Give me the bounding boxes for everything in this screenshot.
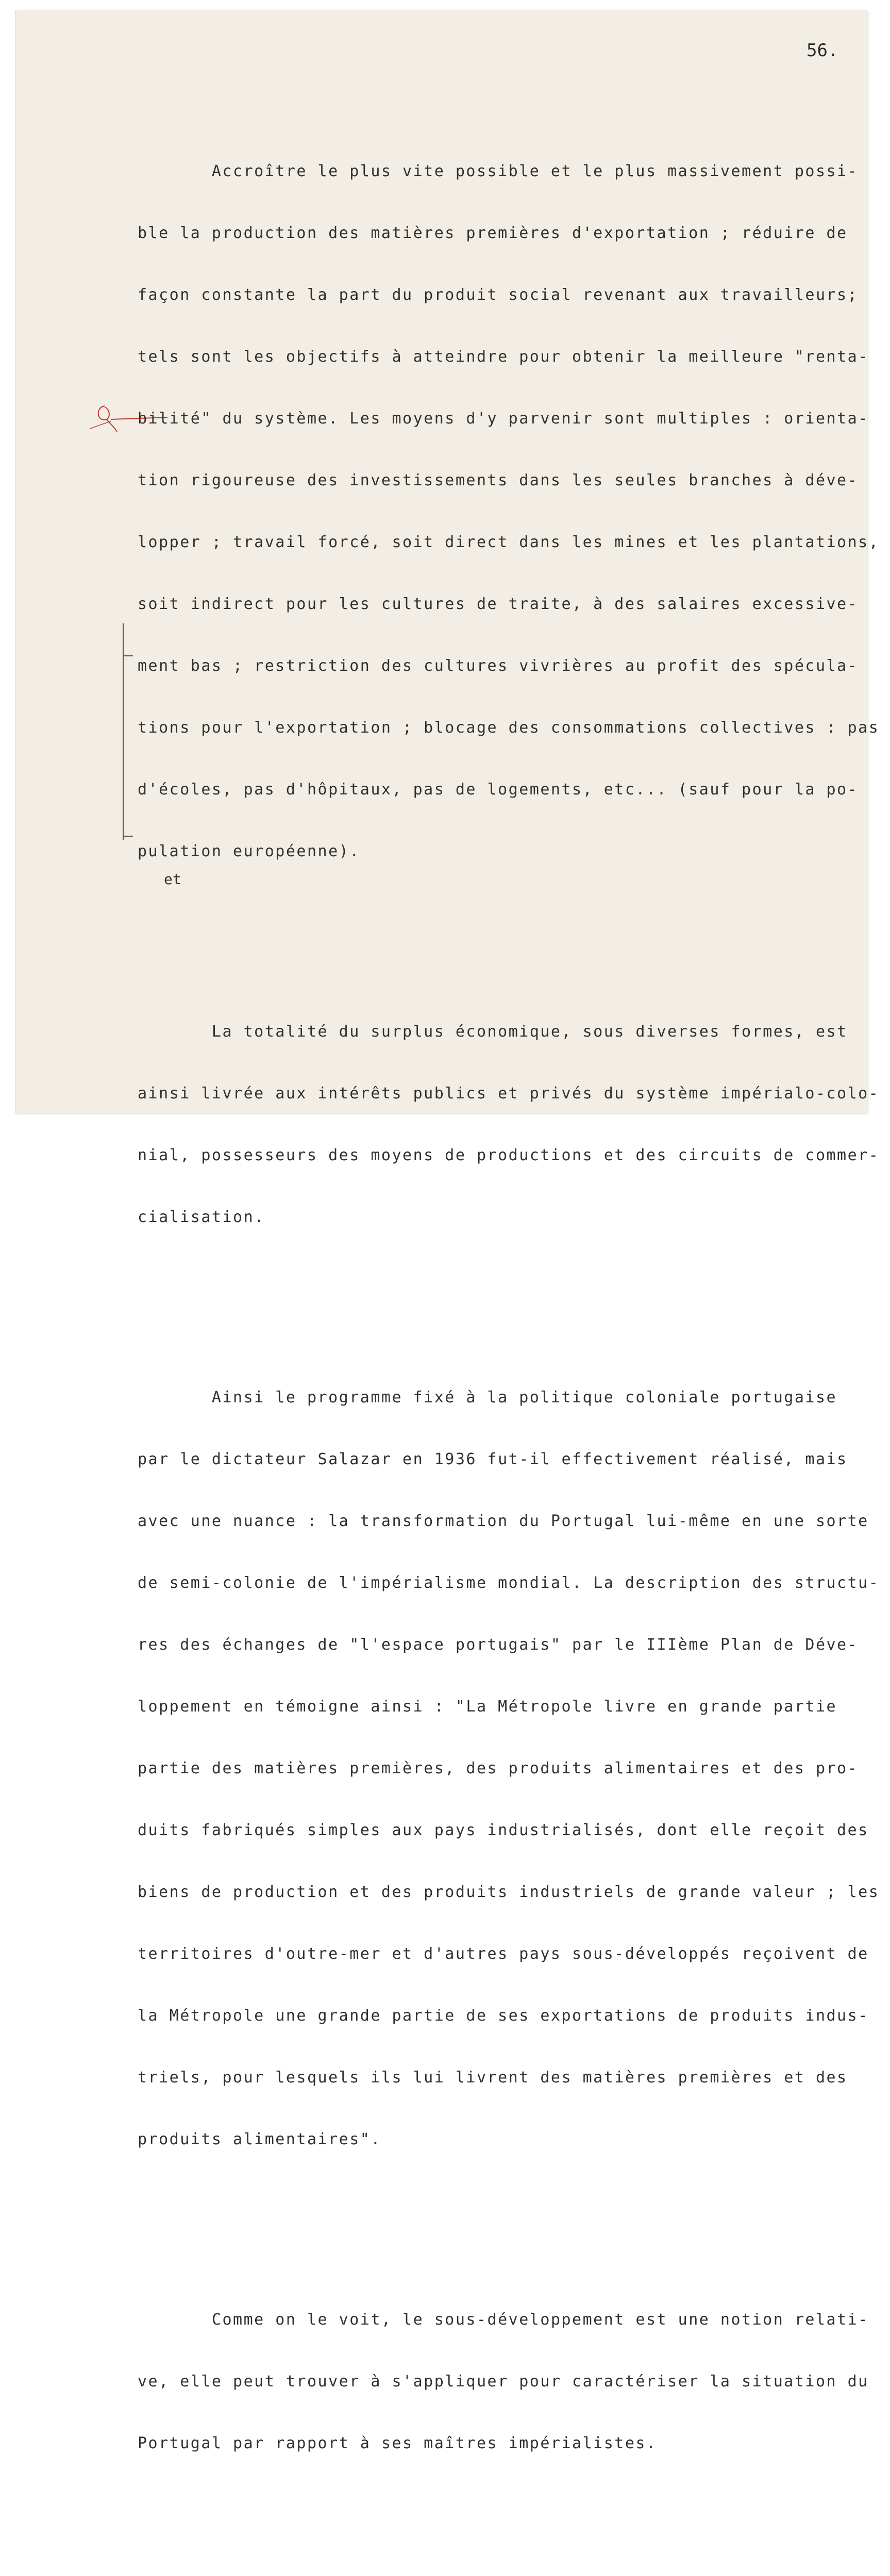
document-body [138, 87, 880, 2576]
margin-bracket [123, 623, 134, 840]
text-line: Accroître le plus vite possible et le plus massivement possi- [138, 162, 859, 180]
text-line: Ainsi le programme fixé à la politique coloniale portugaise [138, 1388, 837, 1406]
text-line: territoires d'outre-mer et d'autres pays sous-développés reçoivent de [138, 1945, 869, 1963]
text-line: de semi-colonie de l'impérialisme mondial. La description des structu- [138, 1574, 880, 1592]
paragraph-gap [138, 2529, 859, 2539]
paragraph [138, 2271, 869, 2493]
page-number: 56. [807, 40, 838, 61]
text-line: lopper ; travail forcé, soit direct dans les mines et les plantations, [138, 533, 880, 551]
paragraph-gap [138, 1302, 859, 1313]
text-line: avec une nuance : la transformation du Portugal lui-même en une sorte [138, 1512, 869, 1530]
text-line: tions pour l'exportation ; blocage des consommations collectives : pas [138, 719, 880, 737]
paragraph [138, 983, 880, 1266]
text-line: soit indirect pour les cultures de traite, à des salaires excessive- [138, 595, 859, 613]
text-line: biens de production et des produits industriels de grande valeur ; les [138, 1883, 880, 1901]
margin-insertion-note: et [164, 871, 181, 888]
text-line: ble la production des matières premières d'exportation ; réduire de [138, 224, 848, 242]
paragraph [138, 123, 880, 901]
text-line: tion rigoureuse des investissements dans les seules branches à déve- [138, 471, 859, 489]
text-line: duits fabriqués simples aux pays industrialisés, dont elle reçoit des [138, 1821, 869, 1839]
text-line: tels sont les objectifs à atteindre pour obtenir la meilleure "renta- [138, 348, 869, 366]
text-line: triels, pour lesquels ils lui livrent des matières premières et des [138, 2069, 848, 2087]
paragraph-gap [138, 937, 859, 947]
text-line: la Métropole une grande partie de ses exportations de produits indus- [138, 2007, 869, 2025]
text-line: bilité" du système. Les moyens d'y parvenir sont multiples : orienta- [138, 410, 869, 428]
text-line: ainsi livrée aux intérêts publics et privés du système impérialo-colo- [138, 1084, 880, 1103]
paragraph [138, 1349, 880, 2189]
text-line: loppement en témoigne ainsi : "La Métropole livre en grande partie [138, 1698, 837, 1716]
text-line: produits alimentaires". [138, 2130, 381, 2148]
text-line: partie des matières premières, des produits alimentaires et des pro- [138, 1759, 859, 1777]
text-line: façon constante la part du produit social revenant aux travailleurs; [138, 286, 859, 304]
text-line: cialisation. [138, 1208, 265, 1226]
paragraph-gap [138, 2225, 859, 2235]
text-line: d'écoles, pas d'hôpitaux, pas de logements, etc... (sauf pour la po- [138, 781, 859, 799]
text-line: nial, possesseurs des moyens de productions et des circuits de commer- [138, 1146, 880, 1164]
text-line: La totalité du surplus économique, sous diverses formes, est [138, 1023, 848, 1041]
text-line: Comme on le voit, le sous-développement est une notion relati- [138, 2311, 869, 2329]
text-line: par le dictateur Salazar en 1936 fut-il effectivement réalisé, mais [138, 1450, 848, 1468]
text-line: res des échanges de "l'espace portugais" par le IIIème Plan de Déve- [138, 1636, 859, 1654]
text-line: Portugal par rapport à ses maîtres impérialistes. [138, 2434, 657, 2452]
text-line: pulation européenne). [138, 842, 360, 860]
text-line: ment bas ; restriction des cultures vivrières au profit des spécula- [138, 657, 859, 675]
text-line: ve, elle peut trouver à s'appliquer pour caractériser la situation du [138, 2372, 869, 2391]
